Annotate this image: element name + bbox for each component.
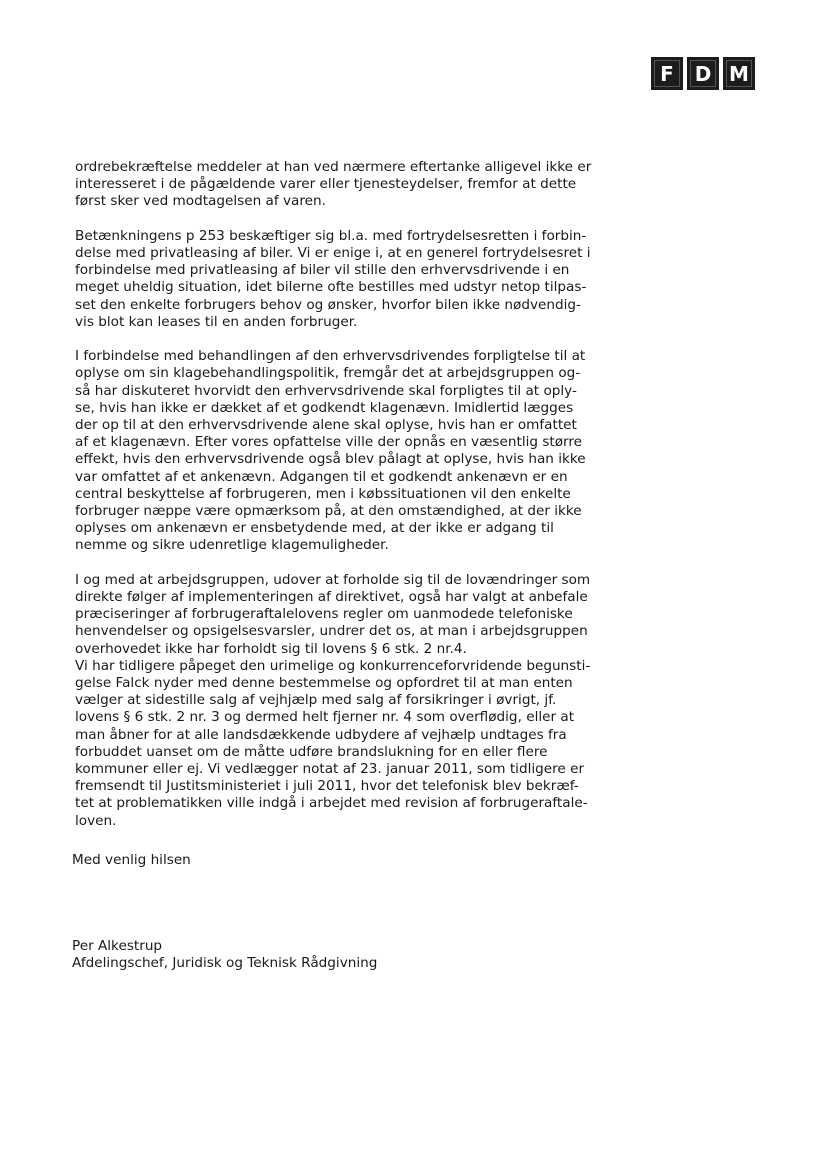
text-line: henvendelser og opsigelsesvarsler, undrer det os, at man i arbejdsgruppen xyxy=(75,623,588,640)
fdm-logo xyxy=(651,57,755,90)
text-line: gelse Falck nyder med denne bestemmelse og opfordret til at man enten xyxy=(75,675,573,692)
text-line: fremsendt til Justitsministeriet i juli 2011, hvor det telefonisk blev bekræf- xyxy=(75,778,579,795)
text-line: så har diskuteret hvorvidt den erhvervsdrivende skal forpligtes til at oply- xyxy=(75,382,577,399)
text-line: oplyses om ankenævn er ensbetydende med, at der ikke er adgang til xyxy=(75,520,554,537)
paragraph-3 xyxy=(75,348,635,554)
logo-letter-d: D xyxy=(687,57,719,90)
paragraph-1 xyxy=(75,159,635,211)
closing-salutation: Med venlig hilsen xyxy=(72,852,191,868)
text-line: lovens § 6 stk. 2 nr. 3 og dermed helt fjerner nr. 4 som overflødig, eller at xyxy=(75,709,575,726)
text-line: først sker ved modtagelsen af varen. xyxy=(75,193,326,210)
text-line: der op til at den erhvervsdrivende alene skal oplyse, hvis han er omfattet xyxy=(75,417,577,434)
text-line: vis blot kan leases til en anden forbruger. xyxy=(75,313,358,330)
signer-title: Afdelingschef, Juridisk og Teknisk Rådgivning xyxy=(72,955,378,972)
text-line: vælger at sidestille salg af vejhjælp med salg af forsikringer i øvrigt, jf. xyxy=(75,692,557,709)
text-line: kommuner eller ej. Vi vedlægger notat af 23. januar 2011, som tidligere er xyxy=(75,761,585,778)
text-line: oplyse om sin klagebehandlingspolitik, fremgår det at arbejdsgruppen og- xyxy=(75,365,581,382)
letter-body xyxy=(75,159,635,830)
text-line: loven. xyxy=(75,812,117,829)
text-line: tet at problematikken ville indgå i arbejdet med revision af forbrugeraftale- xyxy=(75,795,588,812)
text-line: forbuddet uanset om de måtte udføre brandslukning for en eller flere xyxy=(75,743,548,760)
text-line: var omfattet af et ankenævn. Adgangen til et godkendt ankenævn er en xyxy=(75,468,568,485)
text-line: man åbner for at alle landsdækkende udbydere af vejhælp undtages fra xyxy=(75,726,567,743)
logo-letter-m: M xyxy=(723,57,755,90)
text-line: meget uheldig situation, idet bilerne ofte bestilles med udstyr netop tilpas- xyxy=(75,279,587,296)
text-line: set den enkelte forbrugers behov og ønsker, hvorfor bilen ikke nødvendig- xyxy=(75,296,581,313)
logo-letter-f: F xyxy=(651,57,683,90)
text-line: direkte følger af implementeringen af direktivet, også har valgt at anbefale xyxy=(75,589,588,606)
text-line: af et klagenævn. Efter vores opfattelse ville der opnås en væsentlig større xyxy=(75,434,583,451)
text-line: se, hvis han ikke er dækket af et godkendt klagenævn. Imidlertid lægges xyxy=(75,399,574,416)
text-line: overhovedet ikke har forholdt sig til lovens § 6 stk. 2 nr.4. xyxy=(75,640,467,657)
paragraph-4 xyxy=(75,572,635,830)
text-line: præciseringer af forbrugeraftalelovens regler om uanmodede telefoniske xyxy=(75,606,573,623)
text-line: forbindelse med privatleasing af biler vil stille den erhvervsdrivende i en xyxy=(75,262,570,279)
text-line: forbruger næppe være opmærksom på, at den omstændighed, at der ikke xyxy=(75,503,582,520)
text-line: interesseret i de pågældende varer eller tjenesteydelser, fremfor at dette xyxy=(75,176,577,193)
paragraph-2 xyxy=(75,228,635,331)
text-line: ordrebekræftelse meddeler at han ved nærmere eftertanke alligevel ikke er xyxy=(75,159,592,175)
text-line: delse med privatleasing af biler. Vi er enige i, at en generel fortrydelsesret i xyxy=(75,245,591,261)
text-line: Vi har tidligere påpeget den urimelige og konkurrenceforvridende begunsti- xyxy=(75,657,591,674)
text-line: nemme og sikre udenretlige klagemuligheder. xyxy=(75,537,389,554)
text-line: I forbindelse med behandlingen af den erhvervsdrivendes forpligtelse til at xyxy=(75,348,586,365)
text-line: effekt, hvis den erhvervsdrivende også blev pålagt at oplyse, hvis han ikke xyxy=(75,451,586,468)
text-line: central beskyttelse af forbrugeren, men i købssituationen vil den enkelte xyxy=(75,485,571,502)
signer-name: Per Alkestrup xyxy=(72,938,163,954)
text-line: I og med at arbejdsgruppen, udover at forholde sig til de lovændringer som xyxy=(75,571,591,588)
signature-block xyxy=(72,938,377,972)
text-line: Betænkningens p 253 beskæftiger sig bl.a. med fortrydelsesretten i forbin- xyxy=(75,227,587,244)
